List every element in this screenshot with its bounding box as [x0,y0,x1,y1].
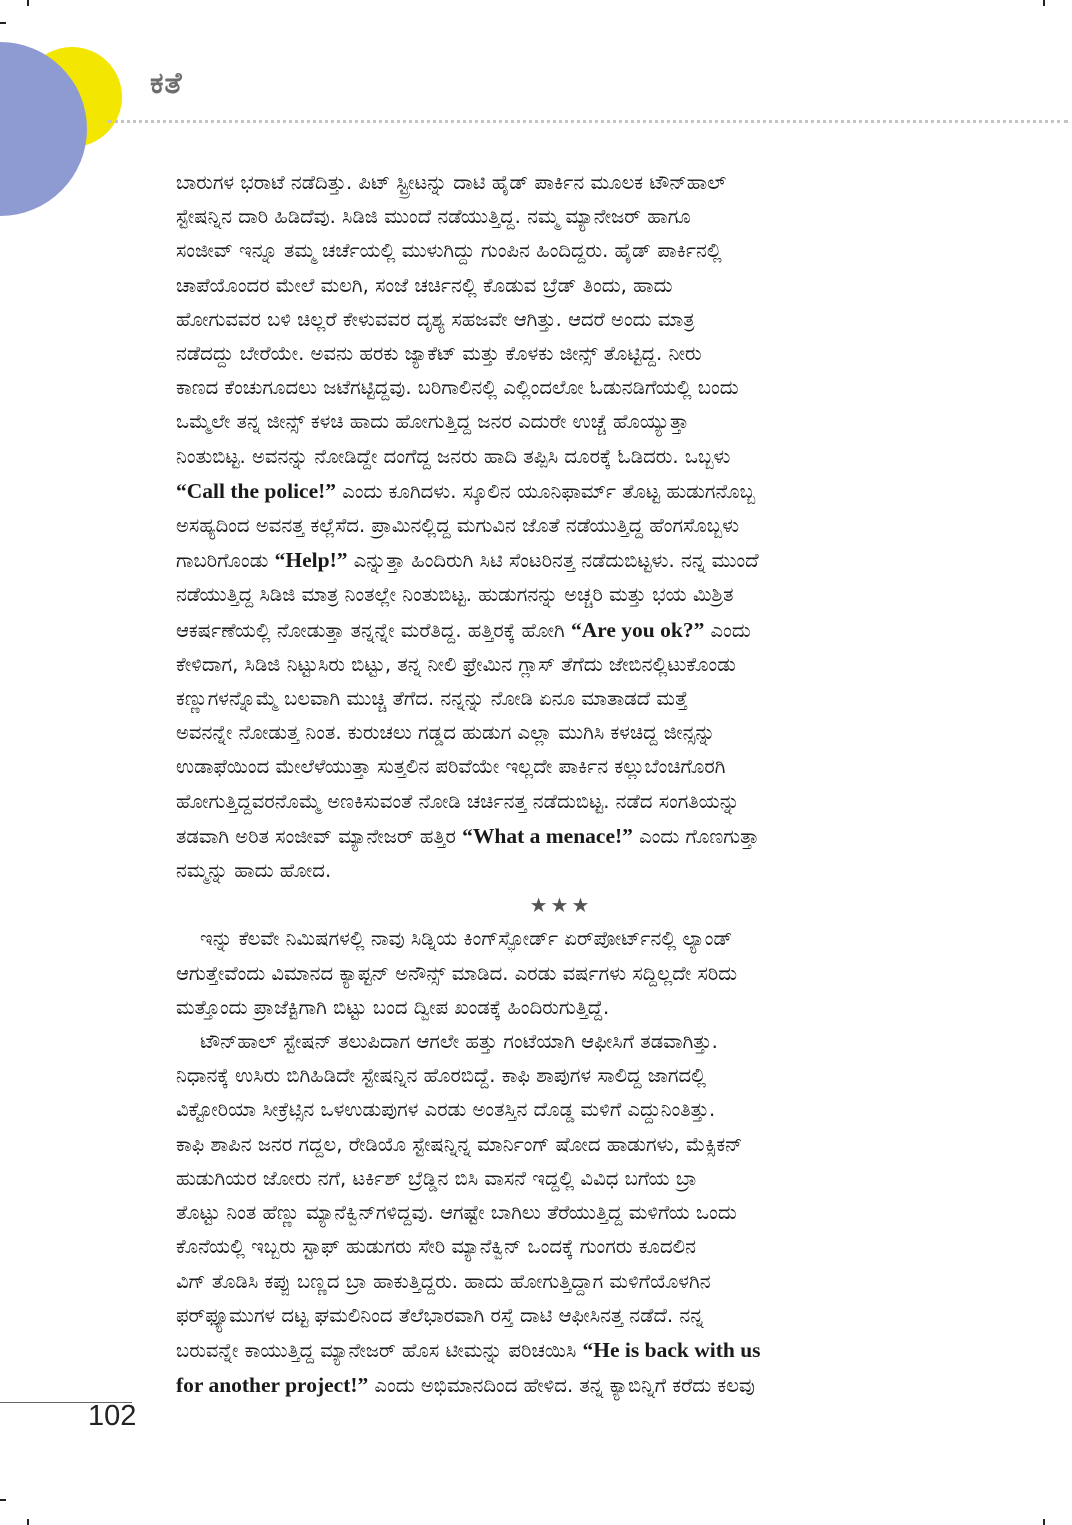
text-line [176,269,946,303]
text-span: ಬಾರುಗಳ ಭರಾಟೆ ನಡೆದಿತ್ತು. ಪಿಟ್ ಸ್ಟ್ರೀಟನ್ನು ದಾಟಿ ಹೈಡ್ ಪಾರ್ಕಿನ ಮೂಲಕ ಟೌನ್‌ಹಾಲ್ [176,171,727,194]
text-line [176,1368,946,1403]
text-line [176,648,946,682]
text-line [176,1059,946,1093]
text-line [176,303,946,337]
text-line [176,405,946,439]
text-span: ಹುಡುಗಿಯರ ಜೋರು ನಗೆ, ಟರ್ಕಿಶ್ ಬ್ರೆಡ್ಡಿನ ಬಿಸಿ ವಾಸನೆ ಇದ್ದಲ್ಲಿ ವಿವಿಧ ಬಗೆಯ ಬ್ರಾ [176,1166,697,1190]
text-span: ವಿಕ್ಟೋರಿಯಾ ಸೀಕ್ರೆಟ್ಸಿನ ಒಳಉಡುಪುಗಳ ಎರಡು ಅಂತಸ್ತಿನ ದೊಡ್ಡ ಮಳಿಗೆ ಎದ್ದುನಿಂತಿತ್ತು. [176,1098,716,1122]
english-quote: “He is back with us [582,1337,761,1362]
text-line [176,682,946,716]
text-line [176,474,946,509]
text-line [176,509,946,543]
section-title: ಕತೆ [150,66,183,101]
text-line [176,1162,946,1196]
text-line [176,1093,946,1127]
story-paragraph [176,922,946,1025]
text-span: ಮತ್ತೊಂದು ಪ್ರಾಜೆಕ್ಟಿಗಾಗಿ ಬಿಟ್ಟು ಬಂದ ದ್ವೀಪ ಖಂಡಕ್ಕೆ ಹಿಂದಿರುಗುತ್ತಿದ್ದೆ. [176,995,610,1019]
text-span: ಚಾಪೆಯೊಂದರ ಮೇಲೆ ಮಲಗಿ, ಸಂಜೆ ಚರ್ಚಿನಲ್ಲಿ ಕೊಡುವ ಬ್ರೆಡ್ ತಿಂದು, ಹಾದು [176,273,673,297]
text-span: ಎಂದು ಗೊಣಗುತ್ತಾ [632,824,760,848]
text-line [176,1128,946,1162]
story-text [176,166,946,1403]
text-line [176,1299,946,1333]
text-span: ಫರ್‌ಫ್ಯೂಮುಗಳ ದಟ್ಟ ಘಮಲಿನಿಂದ ತೆಲೆಭಾರವಾಗಿ ರಸ್ತೆ ದಾಟಿ ಆಫೀಸಿನತ್ತ ನಡೆದೆ. ನನ್ನ [176,1303,704,1327]
crop-mark-bottom-left-h [0,1499,6,1501]
text-line [176,991,946,1025]
text-span: ಟೌನ್‌ಹಾಲ್ ಸ್ಟೇಷನ್ ತಲುಪಿದಾಗ ಆಗಲೇ ಹತ್ತು ಗಂಟೆಯಾಗಿ ಆಫೀಸಿಗೆ ತಡವಾಗಿತ್ತು. [200,1030,718,1054]
text-span: ನಡೆದದ್ದು ಬೇರೆಯೇ. ಅವನು ಹರಕು ಜ್ಯಾಕೆಟ್ ಮತ್ತು ಕೊಳಕು ಜೀನ್ಸ್ ತೊಟ್ಟಿದ್ದ. ನೀರು [176,342,702,366]
text-line [176,1230,946,1264]
text-line [176,440,946,474]
text-span: ನಿಂತುಬಿಟ್ಟ. ಅವನನ್ನು ನೋಡಿದ್ದೇ ದಂಗೆದ್ದ ಜನರು ಹಾದಿ ತಪ್ಪಿಸಿ ದೂರಕ್ಕೆ ಓಡಿದರು. ಒಬ್ಬಳು [176,444,731,468]
text-span: ವಿಗ್ ತೊಡಿಸಿ ಕಪ್ಪು ಬಣ್ಣದ ಬ್ರಾ ಹಾಕುತ್ತಿದ್ದರು. ಹಾದು ಹೋಗುತ್ತಿದ್ದಾಗ ಮಳಿಗೆಯೊಳಗಿನ [176,1269,711,1293]
text-span: ಕಣ್ಣುಗಳನ್ನೊಮ್ಮೆ ಬಲವಾಗಿ ಮುಚ್ಚಿ ತೆಗೆದ. ನನ್ನನ್ನು ನೋಡಿ ಏನೂ ಮಾತಾಡದೆ ಮತ್ತೆ [176,687,688,711]
crop-mark-bottom-left-v [27,1519,29,1525]
english-quote: “Are you ok?” [570,617,705,642]
text-span: ಹೋಗುವವರ ಬಳಿ ಚಿಲ್ಲರೆ ಕೇಳುವವರ ದೃಶ್ಯ ಸಹಜವೇ ಆಗಿತ್ತು. ಆದರೆ ಅಂದು ಮಾತ್ರ [176,307,695,331]
english-quote: “Call the police!” [176,478,337,503]
text-line [176,716,946,750]
text-span: ಗಾಬರಿಗೊಂಡು [176,549,275,573]
text-span: ಕಾಣದ ಕೆಂಚುಗೂದಲು ಜಟೆಗಟ್ಟಿದ್ದವು. ಬರಿಗಾಲಿನಲ್ಲಿ ಎಲ್ಲಿಂದಲೋ ಓಡುನಡಿಗೆಯಲ್ಲಿ ಬಂದು [176,376,739,400]
text-span: ಎನ್ನುತ್ತಾ ಹಿಂದಿರುಗಿ ಸಿಟಿ ಸೆಂಟರಿನತ್ತ ನಡೆದುಬಿಟ್ಟಳು. ನನ್ನ ಮುಂದೆ [347,549,759,573]
crop-mark-top-right-v [1043,0,1045,6]
text-span: ಉಡಾಫೆಯಿಂದ ಮೇಲೆಳೆಯುತ್ತಾ ಸುತ್ತಲಿನ ಪರಿವೆಯೇ ಇಲ್ಲದೇ ಪಾರ್ಕಿನ ಕಲ್ಲುಬೆಂಚಿಗೊರಗಿ [176,755,726,779]
text-span: ಇನ್ನು ಕೆಲವೇ ನಿಮಿಷಗಳಲ್ಲಿ ನಾವು ಸಿಡ್ನಿಯ ಕಿಂಗ್‌ಸ್ಫೋರ್ಡ್ ಏರ್‌ಪೋರ್ಟ್‌ನಲ್ಲಿ ಲ್ಯಾಂಡ್ [200,927,733,951]
text-span: ಆಕರ್ಷಣೆಯಲ್ಲಿ ನೋಡುತ್ತಾ ತನ್ನನ್ನೇ ಮರೆತಿದ್ದ. ಹತ್ತಿರಕ್ಕೆ ಹೋಗಿ [176,618,571,642]
text-span: ನಡೆಯುತ್ತಿದ್ದ ಸಿಡಿಜಿ ಮಾತ್ರ ನಿಂತಲ್ಲೇ ನಿಂತುಬಿಟ್ಟ. ಹುಡುಗನನ್ನು ಅಚ್ಚರಿ ಮತ್ತು ಭಯ ಮಿಶ್ರಿತ [176,583,734,607]
page-number: 102 [88,1400,137,1432]
text-span: ಕಾಫಿ ಶಾಪಿನ ಜನರ ಗದ್ದಲ, ರೇಡಿಯೊ ಸ್ಟೇಷನ್ನಿನ್ನ ಮಾರ್ನಿಂಗ್ ಷೋದ ಹಾಡುಗಳು, ಮೆಕ್ಸಿಕನ್ [176,1132,743,1156]
header-decoration [0,0,140,220]
text-span: ಎಂದು ಕೂಗಿದಳು. ಸ್ಕೂಲಿನ ಯೂನಿಫಾರ್ಮ್ ತೊಟ್ಟ ಹುಡುಗನೊಬ್ಬ [336,479,756,503]
text-span: ಎಂದು ಅಭಿಮಾನದಿಂದ ಹೇಳಿದ. ತನ್ನ ಕ್ಯಾಬಿನ್ನಿಗೆ ಕರೆದು ಕಲವು [368,1374,755,1398]
crop-mark-bottom-right-v [1043,1519,1045,1525]
text-line [176,819,946,854]
text-line [176,613,946,648]
text-span: ಆಗುತ್ತೇವೆಂದು ವಿಮಾನದ ಕ್ಯಾಪ್ಟನ್ ಅನೌನ್ಸ್ ಮಾಡಿದ. ಎರಡು ವರ್ಷಗಳು ಸದ್ದಿಲ್ಲದೇ ಸರಿದು [176,961,738,985]
text-line [176,234,946,268]
text-span: ಬರುವನ್ನೇ ಕಾಯುತ್ತಿದ್ದ ಮ್ಯಾನೇಜರ್ ಹೊಸ ಟೀಮನ್ನು ಪರಿಚಯಿಸಿ [176,1338,583,1362]
text-line [176,1025,946,1059]
text-line [176,337,946,371]
english-quote: “What a menace!” [462,823,633,848]
text-line [176,785,946,819]
text-span: ತೊಟ್ಟು ನಿಂತ ಹೆಣ್ಣು ಮ್ಯಾನೆಕ್ವಿನ್‌ಗಳಿದ್ದವು. ಆಗಷ್ಟೇ ಬಾಗಿಲು ತೆರೆಯುತ್ತಿದ್ದ ಮಳಿಗೆಯ ಒಂದು [176,1201,737,1225]
story-paragraph [176,166,946,888]
text-span: ಸಂಜೀವ್ ಇನ್ನೂ ತಮ್ಮ ಚರ್ಚೆಯಲ್ಲಿ ಮುಳುಗಿದ್ದು ಗುಂಪಿನ ಹಿಂದಿದ್ದರು. ಹೈಡ್ ಪಾರ್ಕಿನಲ್ಲಿ [176,239,722,263]
text-span: ಅವನನ್ನೇ ನೋಡುತ್ತ ನಿಂತ. ಕುರುಚಲು ಗಡ್ಡದ ಹುಡುಗ ಎಲ್ಲಾ ಮುಗಿಸಿ ಕಳಚಿದ್ದ ಜೀನ್ಸನ್ನು [176,721,716,745]
text-line [176,1333,946,1368]
text-line [176,371,946,405]
text-line [176,922,946,956]
text-span: ಹೋಗುತ್ತಿದ್ದವರನೊಮ್ಮೆ ಅಣಕಿಸುವಂತೆ ನೋಡಿ ಚರ್ಚಿನತ್ತ ನಡೆದುಬಿಟ್ಟ. ನಡೆದ ಸಂಗತಿಯನ್ನು [176,789,740,813]
text-span: ಕೇಳಿದಾಗ, ಸಿಡಿಜಿ ನಿಟ್ಟುಸಿರು ಬಿಟ್ಟು, ತನ್ನ ನೀಲಿ ಫ್ರೇಮಿನ ಗ್ಲಾಸ್ ತೆಗೆದು ಜೇಬಿನಲ್ಲಿಟುಕೊಂಡು [176,652,736,676]
text-line [176,1196,946,1230]
text-span: ತಡವಾಗಿ ಅರಿತ ಸಂಜೀವ್ ಮ್ಯಾನೇಜರ್ ಹತ್ತಿರ [176,824,463,848]
section-separator: ★★★ [529,893,593,918]
text-span: ಅಸಹ್ಯದಿಂದ ಅವನತ್ತ ಕಲ್ಲೆಸೆದ. ಪ್ರಾಮಿನಲ್ಲಿದ್ದ ಮಗುವಿನ ಜೊತೆ ನಡೆಯುತ್ತಿದ್ದ ಹೆಂಗಸೊಬ್ಬಳು [176,514,740,538]
english-quote: for another project!” [176,1373,369,1398]
text-line [176,543,946,578]
text-line [176,750,946,784]
story-paragraph [176,1025,946,1403]
text-span: ಎಂದು [704,618,751,642]
text-span: ನಿಧಾನಕ್ಕೆ ಉಸಿರು ಬಿಗಿಹಿಡಿದೇ ಸ್ಟೇಷನ್ನಿನ ಹೊರಬಿದ್ದೆ. ಕಾಫಿ ಶಾಪುಗಳ ಸಾಲಿದ್ದ ಜಾಗದಲ್ಲಿ [176,1064,706,1088]
text-line [176,578,946,612]
text-line [176,200,946,234]
header-dotted-rule [108,120,1068,123]
text-line [176,854,946,888]
text-span: ಒಮ್ಮೆಲೇ ತನ್ನ ಜೀನ್ಸ್ ಕಳಚಿ ಹಾದು ಹೋಗುತ್ತಿದ್ದ ಜನರ ಎದುರೇ ಉಚ್ಚೆ ಹೊಯ್ಯುತ್ತಾ [176,410,689,434]
text-span: ಸ್ಟೇಷನ್ನಿನ ದಾರಿ ಹಿಡಿದೆವು. ಸಿಡಿಜಿ ಮುಂದೆ ನಡೆಯುತ್ತಿದ್ದ. ನಮ್ಮ ಮ್ಯಾನೇಜರ್ ಹಾಗೂ [176,205,691,229]
text-span: ನಮ್ಮನ್ನು ಹಾದು ಹೋದ. [176,859,332,883]
text-line [176,957,946,991]
text-line [176,1265,946,1299]
text-span: ಕೊನೆಯಲ್ಲಿ ಇಬ್ಬರು ಸ್ಟಾಫ್ ಹುಡುಗರು ಸೇರಿ ಮ್ಯಾನೆಕ್ವಿನ್ ಒಂದಕ್ಕೆ ಗುಂಗರು ಕೂದಲಿನ [176,1235,697,1259]
text-line [176,166,946,200]
english-quote: “Help!” [274,548,348,573]
